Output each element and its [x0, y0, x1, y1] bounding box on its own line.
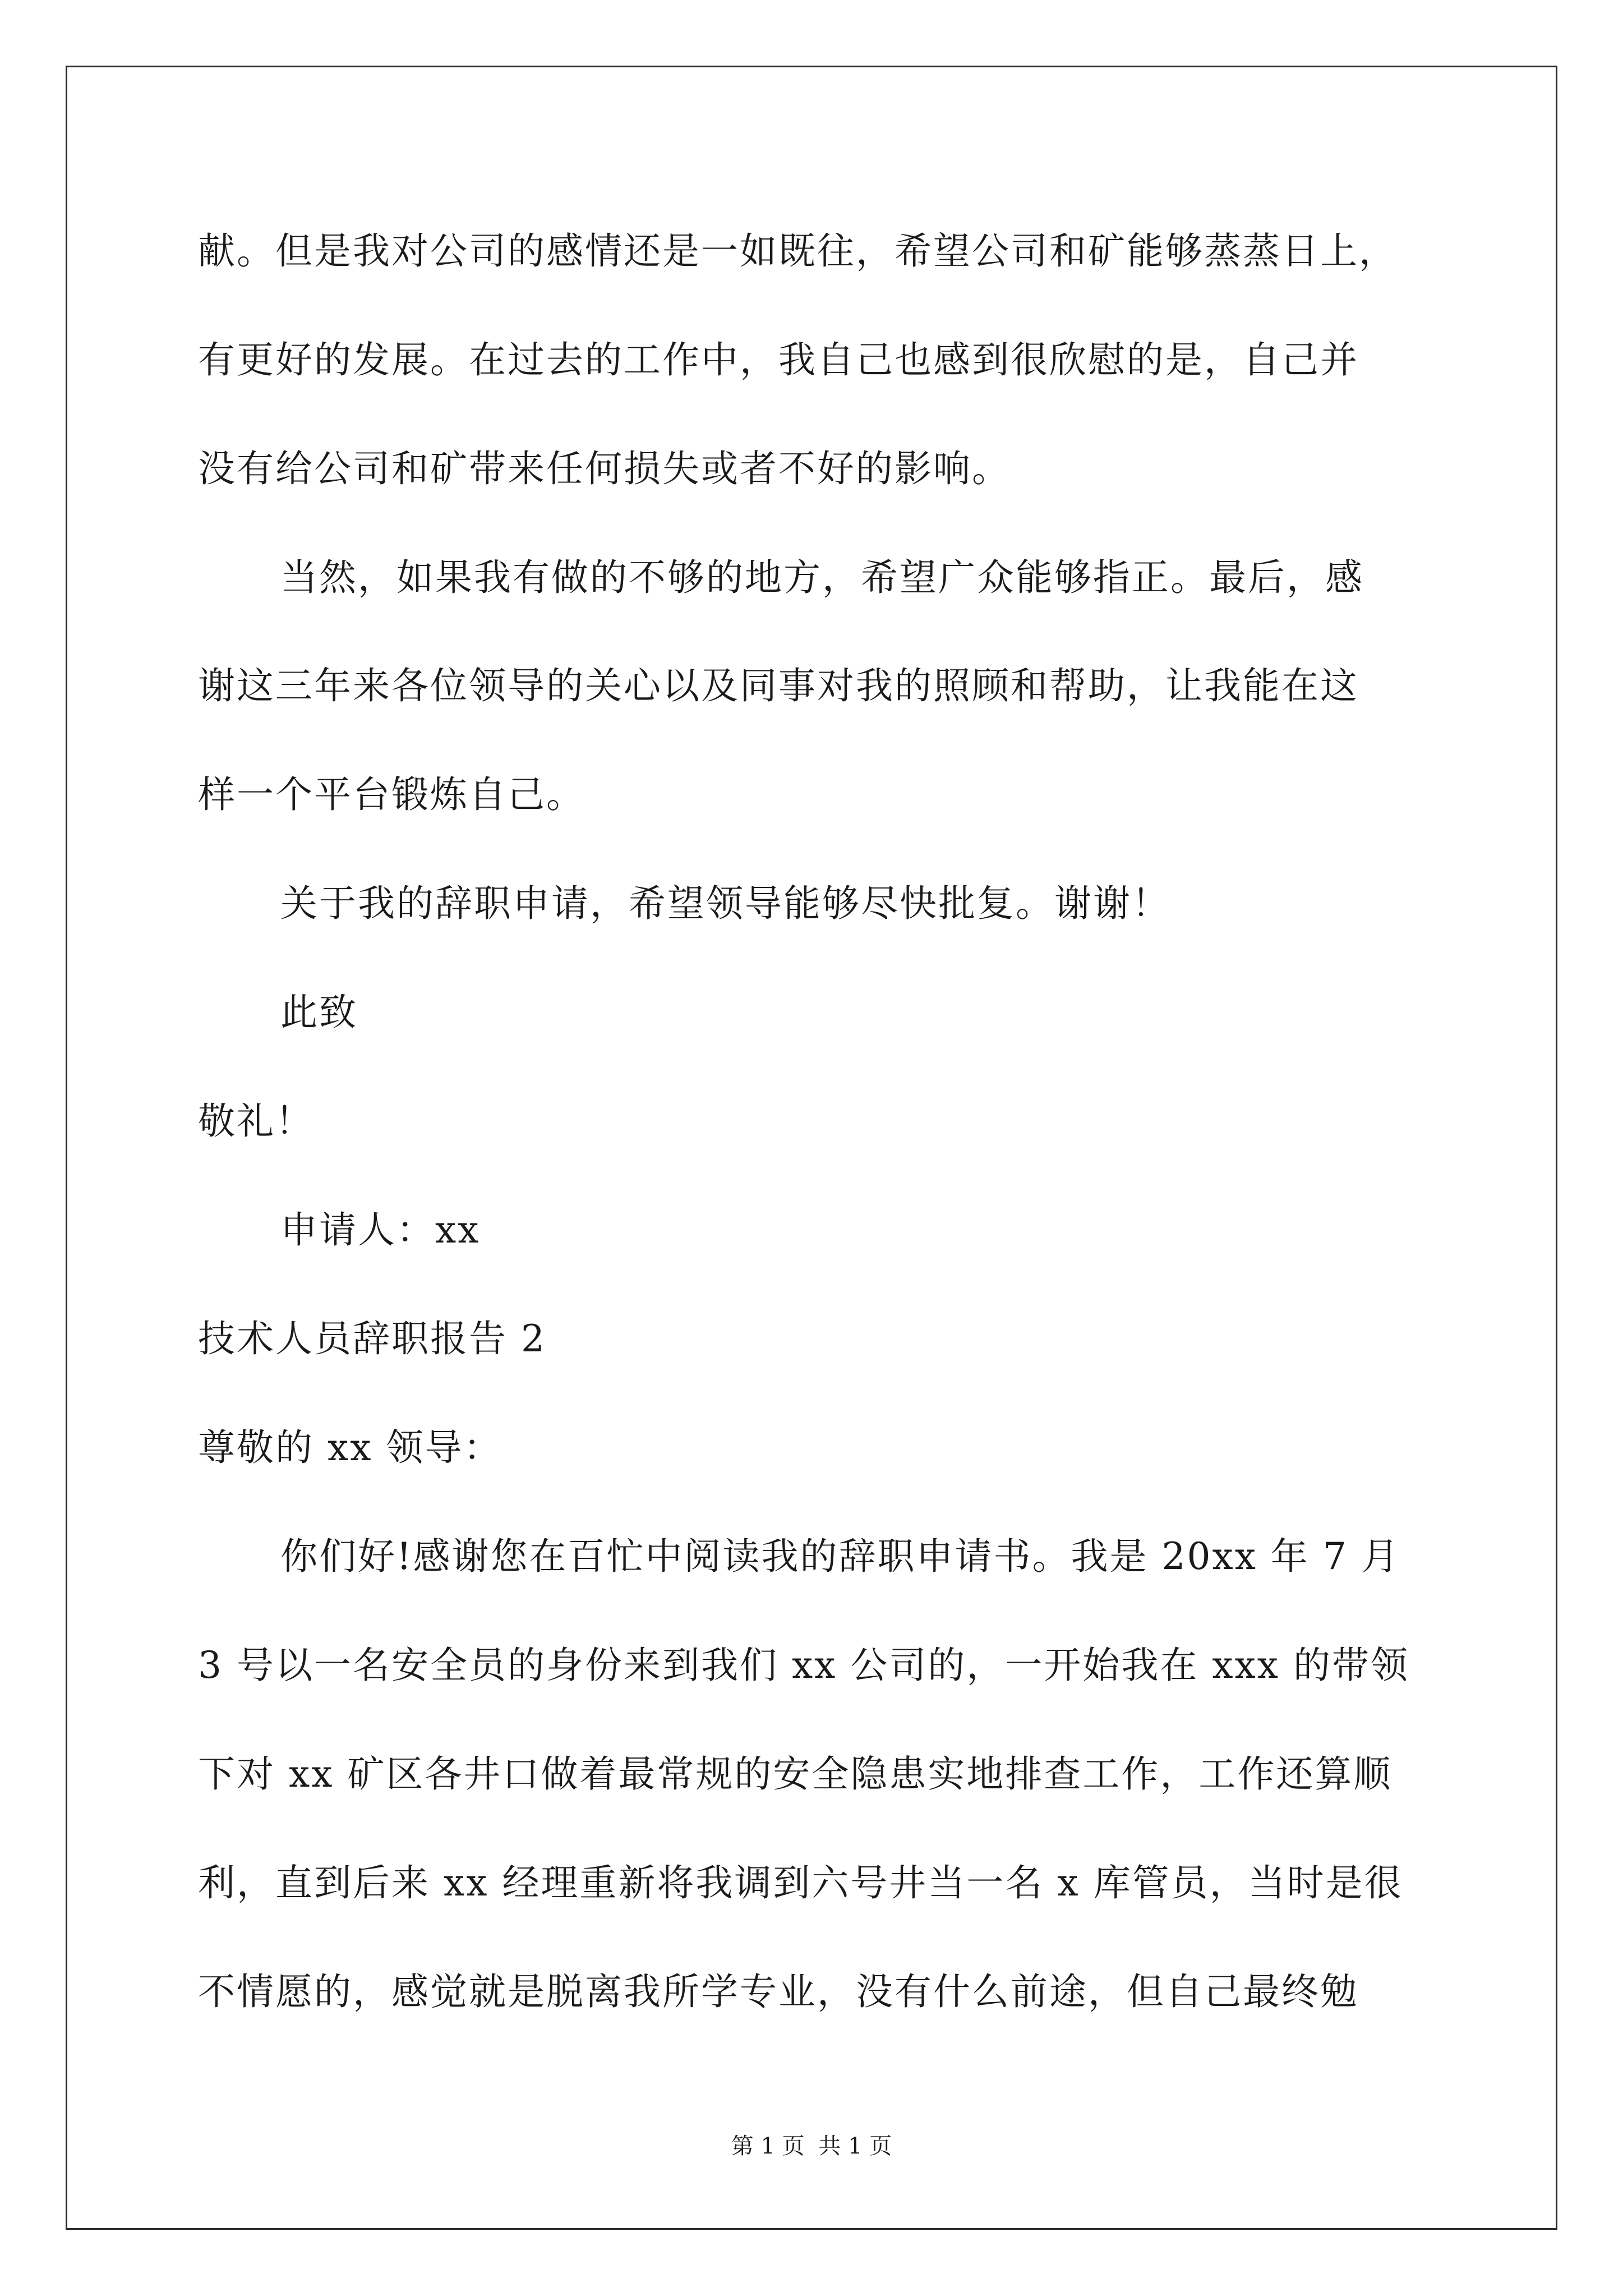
- text-line: 申请人：xx: [280, 1208, 481, 1251]
- text-line: 有更好的发展。在过去的工作中，我自己也感到很欣慰的是，自己并: [198, 338, 1359, 381]
- text-line: 没有给公司和矿带来任何损失或者不好的影响。: [198, 447, 1011, 490]
- salutation: 尊敬的 xx 领导：: [198, 1426, 502, 1469]
- text-line: 谢这三年来各位领导的关心以及同事对我的照顾和帮助，让我能在这: [198, 664, 1359, 707]
- section-title: 技术人员辞职报告 2: [198, 1317, 546, 1360]
- text-line: 你们好!感谢您在百忙中阅读我的辞职申请书。我是 20xx 年 7 月: [280, 1535, 1400, 1578]
- text-line: 此致: [280, 991, 358, 1034]
- text-line: 当然，如果我有做的不够的地方，希望广众能够指正。最后，感: [280, 556, 1364, 599]
- text-line: 关于我的辞职申请，希望领导能够尽快批复。谢谢！: [280, 882, 1170, 925]
- text-line: 敬礼！: [198, 1099, 314, 1143]
- text-line: 样一个平台锻炼自己。: [198, 773, 585, 816]
- text-line: 献。但是我对公司的感情还是一如既往，希望公司和矿能够蒸蒸日上，: [198, 229, 1398, 273]
- page-border: [66, 66, 1557, 2230]
- text-line: 下对 xx 矿区各井口做着最常规的安全隐患实地排查工作，工作还算顺: [198, 1752, 1393, 1796]
- page-total: 共 1 页: [818, 2133, 892, 2159]
- text-line: 不情愿的，感觉就是脱离我所学专业，没有什么前途，但自己最终勉: [198, 1970, 1359, 2013]
- text-line: 3 号以一名安全员的身份来到我们 xx 公司的，一开始我在 xxx 的带领: [198, 1644, 1409, 1687]
- page-number: 第 1 页: [731, 2133, 805, 2159]
- page-footer: [0, 2135, 1623, 2157]
- text-line: 利，直到后来 xx 经理重新将我调到六号井当一名 x 库管员，当时是很: [198, 1861, 1403, 1904]
